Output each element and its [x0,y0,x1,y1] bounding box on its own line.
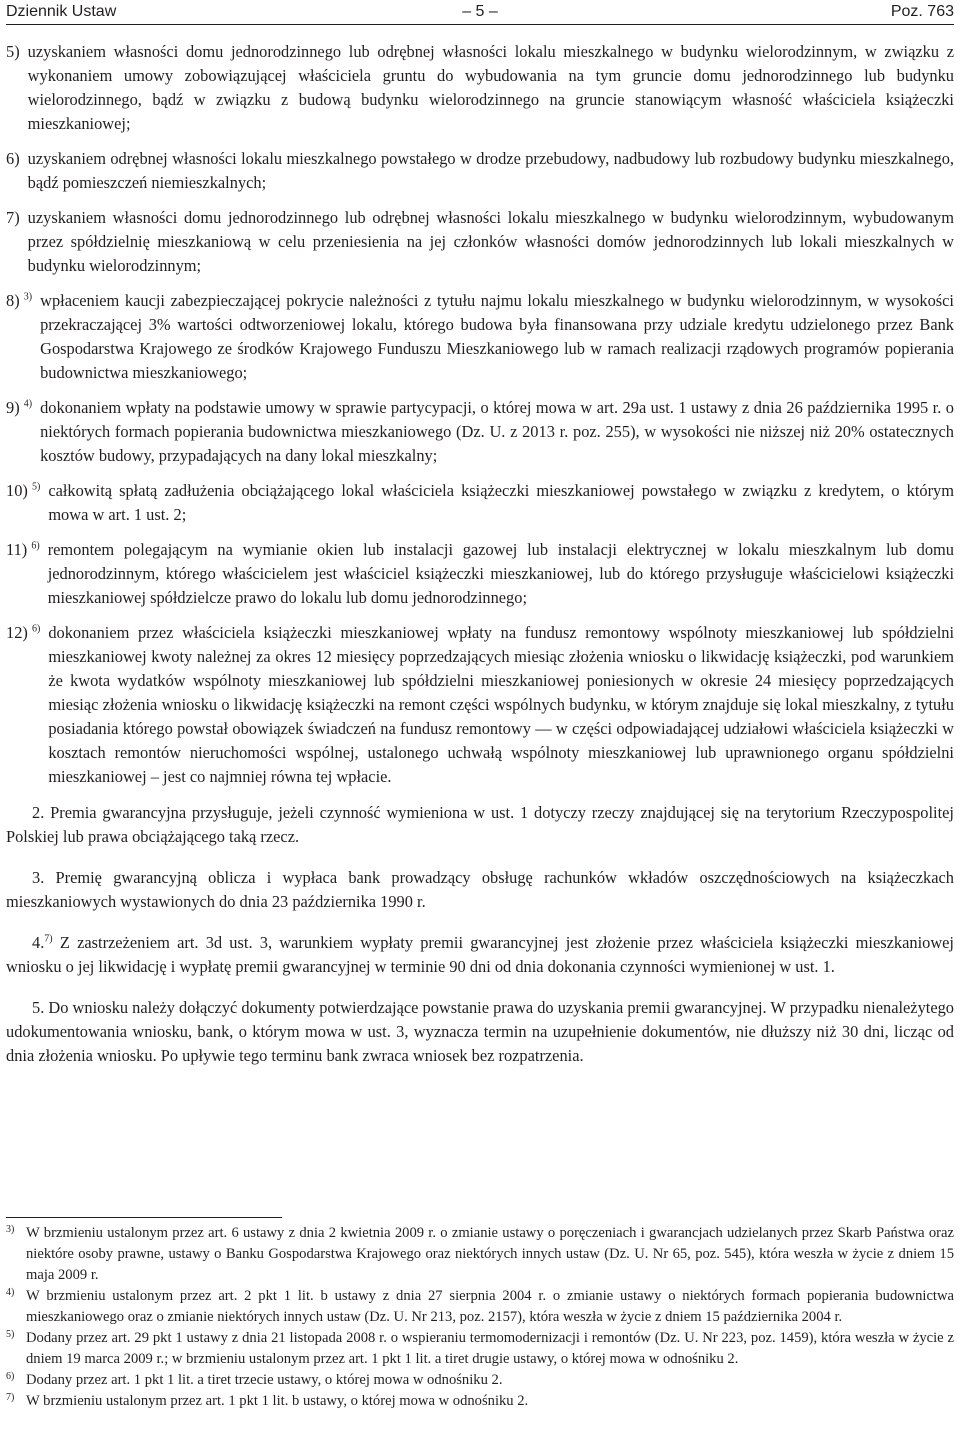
item-text: dokonaniem wpłaty na podstawie umowy w sprawie partycypacji, o której mowa w art. 29a ust. 1 ustawy z dnia 26 października 1995 r. o niektórych formach popierania budownictwa mieszkaniowego (Dz. U. z 2013 r. poz. 255), w wysokości nie niższej niż 20% ostatecznych kosztów budowy, przypadających na dany lokal mieszkalny; [40,398,954,465]
footnote-separator [6,1217,282,1218]
item-number: 11) $^{6)}$ [6,540,40,559]
footnote-number: 3) [6,1224,15,1235]
footnote [6,1328,954,1370]
footnote-ref: 5) [31,481,41,493]
paragraph [6,866,954,914]
paragraph-text: Do wniosku należy dołączyć dokumenty potwierdzające powstanie prawa do uzyskania premii gwarancyjnej. W przypadku nienależytego udokumentowania wniosku, bank, o którym mowa w ust. 3, wyznacza termin na uzupełnienie dokumentów, nie dłuższy niż 30 dni, licząc od dnia złożenia wniosku. Po upływie tego terminu bank zwraca wniosek bez rozpatrzenia. [6,998,954,1065]
footnote-text: W brzmieniu ustalonym przez art. 6 ustawy z dnia 2 kwietnia 2009 r. o zmianie ustawy o poręczeniach i gwarancjach udzielanych przez Skarb Państwa oraz niektóre osoby prawne, ustawy o Banku Gospodarstwa Krajowego oraz niektórych innych ustaw (Dz. U. Nr 65, poz. 545), która weszła w życie z dniem 15 maja 2009 r. [26,1225,954,1283]
footnote-number: 6) [6,1371,15,1382]
footnote [6,1223,954,1286]
page-number: – 5 – [462,3,498,20]
list-item [6,289,954,385]
paragraph-number: 3. [32,868,45,887]
list-item [6,40,954,136]
footnote [6,1370,954,1391]
journal-title: Dziennik Ustaw [6,3,117,20]
footnote-text: Dodany przez art. 1 pkt 1 lit. a tiret trzecie ustawy, o której mowa w odnośniku 2. [26,1372,503,1388]
item-text: dokonaniem przez właściciela książeczki mieszkaniowej wpłaty na fundusz remontowy wspólnoty mieszkaniowej lub spółdzielni mieszkaniowej kwoty należnej za okres 12 miesięcy poprzedzających miesiąc złożenia wniosku o likwidację książeczki, pod warunkiem że kwota wydatków wspólnoty mieszkaniowej lub spółdzielni mieszkaniowej poniesionych w okresie 24 miesięcy poprzedzających miesiąc złożenia wniosku o likwidację książeczki na remont części wspólnych budynku, w którym znajduje się lokal mieszkalny, z tytułu posiadania którego powstał obowiązek świadczeń na fundusz remontowy — w części odpowiadającej udziałowi właściciela książeczki w kosztach remontów nieruchomości wspólnej, ustalonego uchwałą wspólnoty mieszkaniowej lub uprawnionego organu spółdzielni mieszkaniowej – jest co najmniej równa tej wpłacie. [48,623,954,786]
footnote-text: W brzmieniu ustalonym przez art. 2 pkt 1 lit. b ustawy z dnia 27 sierpnia 2004 r. o zmianie ustawy o niektórych formach popierania budownictwa mieszkaniowego oraz o zmianie niektórych innych ustaw (Dz. U. Nr 213, poz. 2157), która weszła w życie z dniem 15 października 2004 r. [26,1288,954,1325]
footnote-ref: 6) [31,623,41,635]
item-text: uzyskaniem własności domu jednorodzinnego lub odrębnej własności lokalu mieszkalnego w budynku wielorodzinnym, wybudowanym przez spółdzielnię mieszkaniową w celu przeniesienia na jej członków własności domów jednorodzinnych lub lokali mieszkalnych w budynku wielorodzinnym; [27,208,954,275]
paragraph [6,996,954,1068]
list-item [6,621,954,789]
list-item [6,396,954,468]
header-divider [6,24,954,25]
paragraph [6,801,954,849]
item-number: 10) $^{5)}$ [6,481,41,500]
footnote-ref: 4) [23,398,33,410]
paragraph-number: 4. [32,933,45,952]
footnote-number: 5) [6,1329,15,1340]
item-text: wpłaceniem kaucji zabezpieczającej pokrycie należności z tytułu najmu lokalu mieszkalnego w budynku wielorodzinnym, w wysokości przekraczającej 3% wartości odtworzeniowej lokalu, którego budowa była finansowana przy udziale kredytu udzielonego przez Bank Gospodarstwa Krajowego ze środków Krajowego Funduszu Mieszkaniowego lub w ramach realizacji rządowych programów popierania budownictwa mieszkaniowego; [40,291,954,382]
item-number: 5) [6,42,20,61]
item-number: 6) [6,149,20,168]
list-item [6,538,954,610]
footnote-ref: 3) [23,291,33,303]
paragraph-number: 2. [32,803,45,822]
item-number: 7) [6,208,20,227]
item-number: 12) $^{6)}$ [6,623,41,642]
paragraph-text: Z zastrzeżeniem art. 3d ust. 3, warunkiem wypłaty premii gwarancyjnej jest złożenie przez właściciela książeczki mieszkaniowej wniosku o jej likwidację i wypłatę premii gwarancyjnej w terminie 90 dni od dnia dokonania czynności wymienionej w ust. 1. [6,933,954,976]
item-text: remontem polegającym na wymianie okien lub instalacji gazowej lub instalacji elektrycznej w lokalu mieszkalnym lub domu jednorodzinnym, którego właścicielem jest właściciel książeczki mieszkaniowej, lub do którego przysługuje właścicielowi książeczki mieszkaniowej spółdzielcze prawo do lokalu lub domu jednorodzinnego; [47,540,954,607]
paragraph [6,931,954,979]
footnote [6,1391,954,1412]
item-number: 9) $^{4)}$ [6,398,33,417]
page-header [6,0,954,30]
item-text: całkowitą spłatą zadłużenia obciążającego lokal właściciela książeczki mieszkaniowej powstałego w związku z kredytem, o którym mowa w art. 1 ust. 2; [48,481,954,524]
footnote-number: 4) [6,1287,15,1298]
item-number: 8) $^{3)}$ [6,291,33,310]
list-item [6,147,954,195]
paragraph-text: Premię gwarancyjną oblicza i wypłaca bank prowadzący obsługę rachunków wkładów oszczędnościowych na książeczkach mieszkaniowych wystawionych do dnia 23 października 1990 r. [6,868,954,911]
paragraph-number: 5. [32,998,45,1017]
footnotes [6,1217,954,1412]
footnote-number: 7) [6,1392,15,1403]
item-text: uzyskaniem odrębnej własności lokalu mieszkalnego powstałego w drodze przebudowy, nadbudowy lub rozbudowy budynku mieszkalnego, bądź pomieszczeń niemieszkalnych; [27,149,954,192]
document-body [6,40,954,1085]
paragraph-text: Premia gwarancyjna przysługuje, jeżeli czynność wymieniona w ust. 1 dotyczy rzeczy znajdującej się na terytorium Rzeczypospolitej Polskiej lub prawa obciążającego taką rzecz. [6,803,954,846]
footnote-ref: 7) [44,933,53,945]
footnote-text: Dodany przez art. 29 pkt 1 ustawy z dnia 21 listopada 2008 r. o wspieraniu termomodernizacji i remontów (Dz. U. Nr 223, poz. 1459), która weszła w życie z dniem 19 marca 2009 r.; w brzmieniu ustalonym przez art. 1 pkt 1 lit. a tiret drugie ustawy, o której mowa w odnośniku 2. [26,1330,954,1367]
footnote [6,1286,954,1328]
footnote-text: W brzmieniu ustalonym przez art. 1 pkt 1 lit. b ustawy, o której mowa w odnośniku 2. [26,1393,529,1409]
position-number: Poz. 763 [890,3,954,20]
item-text: uzyskaniem własności domu jednorodzinnego lub odrębnej własności lokalu mieszkalnego w budynku wielorodzinnym, w związku z wykonaniem umowy zobowiązującej właściciela gruntu do wybudowania na tym gruncie domu jednorodzinnego lub budynku wielorodzinnego, bądź w związku z budową budynku wielorodzinnego na gruncie stanowiącym własność właściciela książeczki mieszkaniowej; [27,42,954,133]
list-item [6,206,954,278]
footnote-ref: 6) [31,540,40,552]
list-item [6,479,954,527]
